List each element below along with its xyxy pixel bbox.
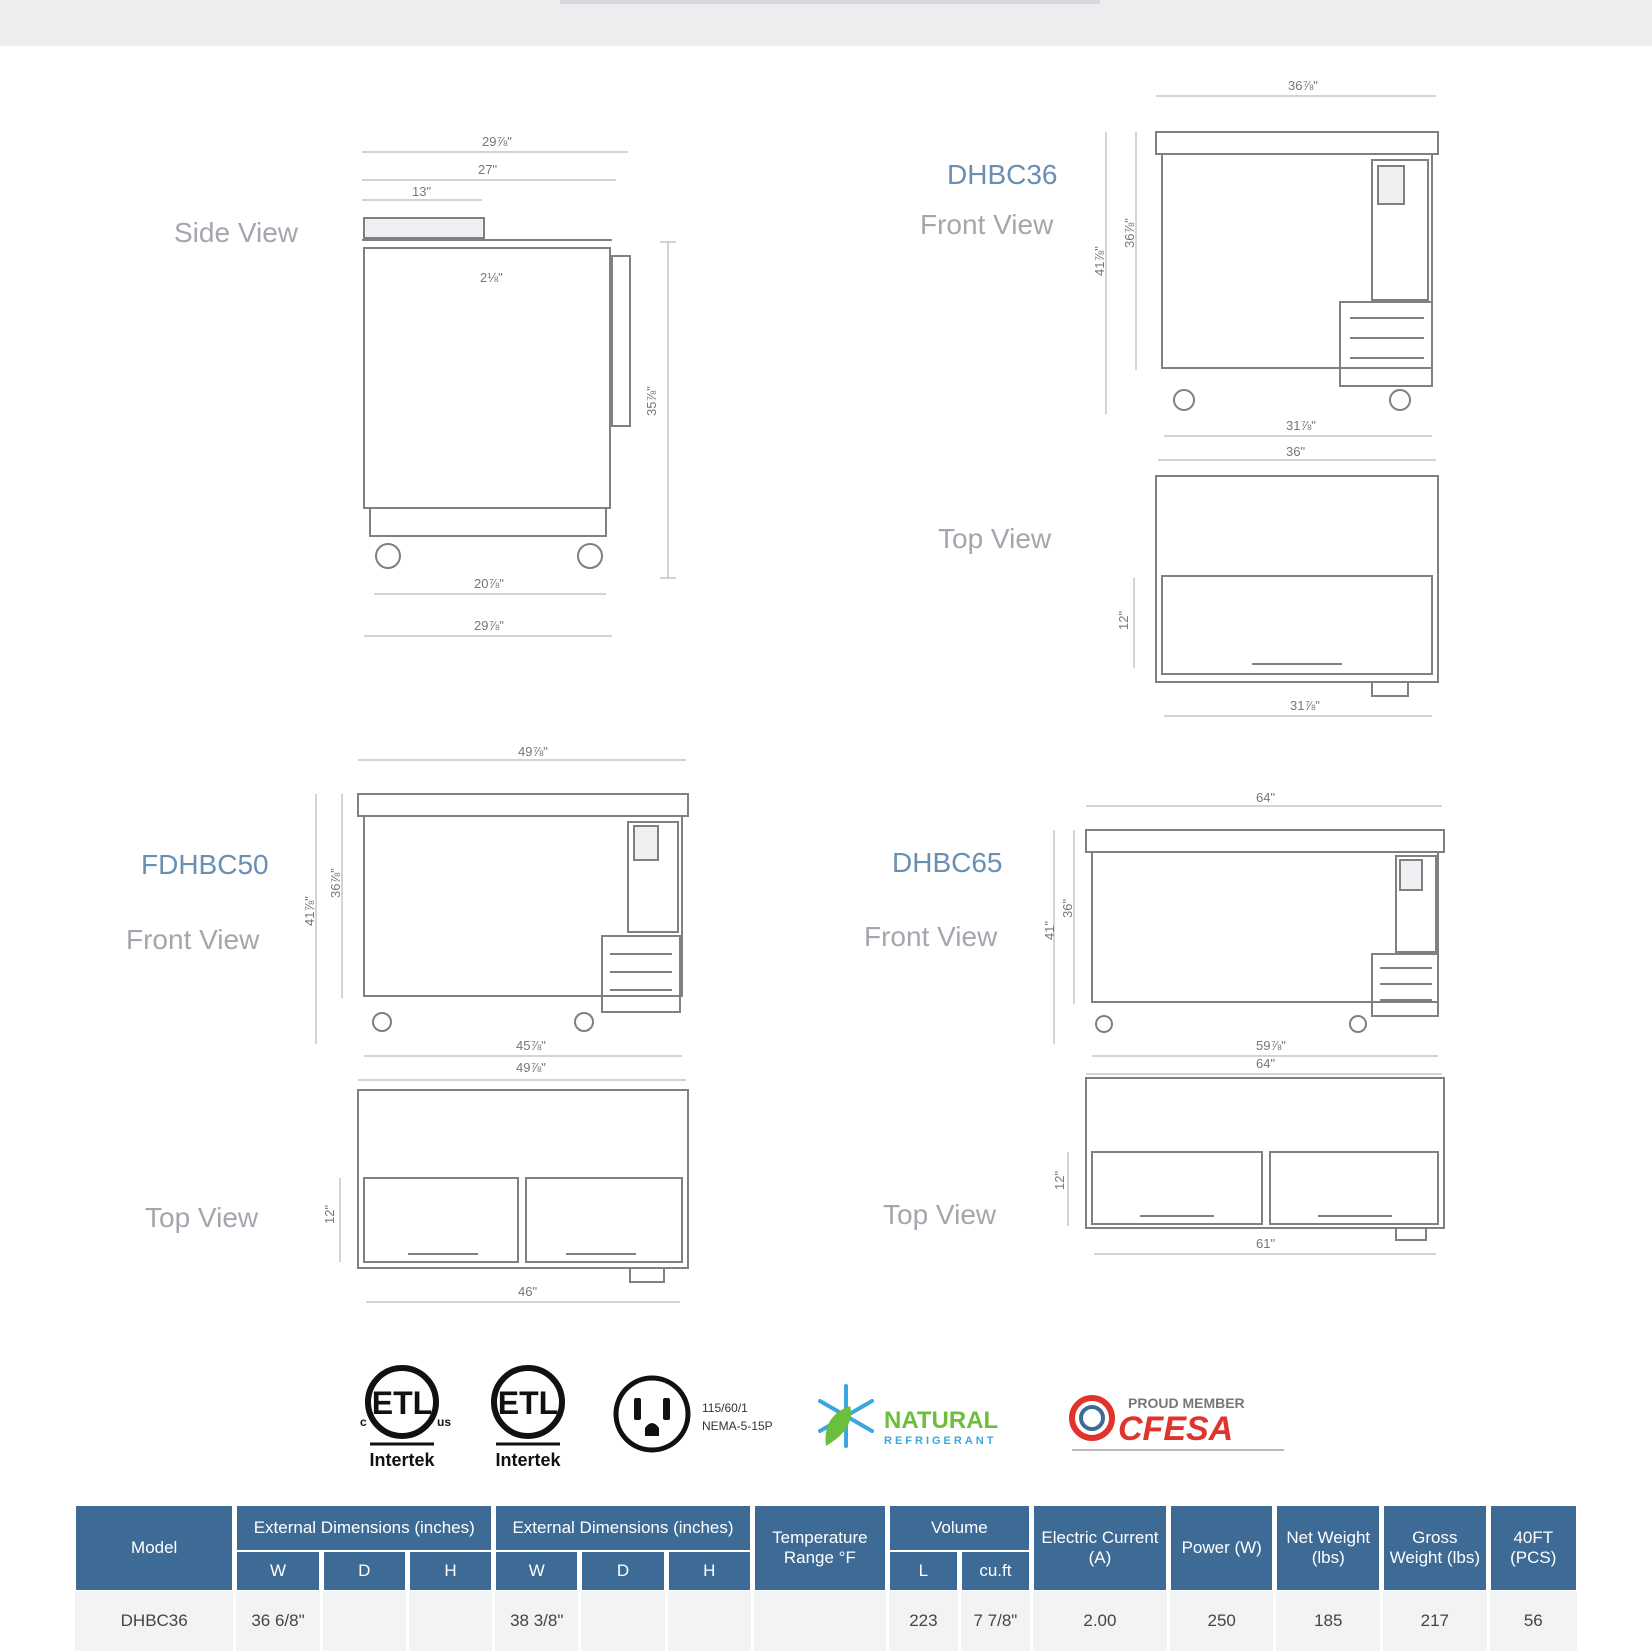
- svg-text:41⅞": 41⅞": [1092, 246, 1107, 276]
- svg-text:64": 64": [1256, 1056, 1276, 1071]
- natural-line2: REFRIGERANT: [884, 1435, 997, 1447]
- col-vol-l: L: [889, 1551, 958, 1591]
- svg-text:29⅞": 29⅞": [482, 134, 512, 149]
- cfesa-name: CFESA: [1118, 1410, 1234, 1448]
- col-net-weight: Net Weight (lbs): [1276, 1505, 1380, 1591]
- svg-text:20⅞": 20⅞": [474, 576, 504, 591]
- natural-line1: NATURAL: [884, 1407, 999, 1434]
- svg-text:61": 61": [1256, 1236, 1276, 1251]
- fdhbc50-top-drawing: [322, 1090, 688, 1302]
- cell-pkg-h: [668, 1591, 751, 1651]
- cell-vol-cuft: 7 7/8": [961, 1591, 1030, 1651]
- col-temperature: Temperature Range °F: [754, 1505, 886, 1591]
- etl-left-brand: Intertek: [369, 1450, 435, 1470]
- dhbc36-top-label: Top View: [938, 523, 1052, 554]
- col-w1: W: [236, 1551, 319, 1591]
- col-container: 40FT (PCS): [1490, 1505, 1577, 1591]
- col-model: Model: [75, 1505, 233, 1591]
- svg-text:31⅞": 31⅞": [1286, 418, 1316, 433]
- col-gross-weight: Gross Weight (lbs): [1383, 1505, 1487, 1591]
- svg-text:64": 64": [1256, 790, 1276, 805]
- col-volume: Volume: [889, 1505, 1030, 1551]
- etl-left-c: c: [360, 1415, 367, 1429]
- dhbc65-top-drawing: [1052, 1078, 1444, 1254]
- svg-text:59⅞": 59⅞": [1256, 1038, 1286, 1053]
- svg-text:49⅞": 49⅞": [516, 1060, 546, 1075]
- dhbc36-front-drawing: [1092, 78, 1438, 460]
- cell-gross-weight: 217: [1383, 1591, 1487, 1651]
- svg-text:41": 41": [1042, 920, 1057, 940]
- cell-pkg-w: 38 3/8": [495, 1591, 578, 1651]
- etl-listed-logo-left: [360, 1368, 451, 1470]
- svg-text:35⅞": 35⅞": [644, 386, 659, 416]
- col-vol-cuft: cu.ft: [961, 1551, 1030, 1591]
- svg-text:12": 12": [322, 1204, 337, 1224]
- svg-text:36": 36": [1286, 444, 1306, 459]
- cfesa-member-logo: [1072, 1395, 1284, 1450]
- svg-text:41⅞": 41⅞": [302, 896, 317, 926]
- svg-text:45⅞": 45⅞": [516, 1038, 546, 1053]
- cell-ext-h: [409, 1591, 492, 1651]
- dhbc65-top-label: Top View: [883, 1199, 997, 1230]
- cell-model: DHBC36: [75, 1591, 233, 1651]
- table-row: [75, 1591, 1577, 1651]
- plug-rating: 115/60/1: [702, 1401, 748, 1415]
- natural-refrigerant-logo: [820, 1386, 998, 1447]
- fdhbc50-top-label: Top View: [145, 1202, 259, 1233]
- nema-plug-icon: [616, 1378, 773, 1450]
- svg-text:2⅛": 2⅛": [480, 270, 503, 285]
- cell-temp: [754, 1591, 886, 1651]
- fdhbc50-front-drawing: [302, 744, 688, 1080]
- etl-left-mark: ETL: [371, 1385, 433, 1421]
- cell-ext-d: [323, 1591, 406, 1651]
- col-external-dims-1: External Dimensions (inches): [236, 1505, 492, 1551]
- plug-type: NEMA-5-15P: [702, 1419, 773, 1433]
- dhbc65-model-label: DHBC65: [892, 847, 1003, 878]
- side-view-drawing: [362, 134, 676, 636]
- svg-text:36⅞": 36⅞": [328, 868, 343, 898]
- etl-right-mark: ETL: [497, 1385, 559, 1421]
- dhbc36-top-drawing: [1116, 476, 1438, 716]
- cell-net-weight: 185: [1276, 1591, 1380, 1651]
- col-external-dims-2: External Dimensions (inches): [495, 1505, 751, 1551]
- svg-text:13": 13": [412, 184, 432, 199]
- cfesa-top-text: PROUD MEMBER: [1128, 1395, 1245, 1411]
- col-power: Power (W): [1170, 1505, 1274, 1591]
- svg-text:29⅞": 29⅞": [474, 618, 504, 633]
- col-d1: D: [323, 1551, 406, 1591]
- cell-current: 2.00: [1033, 1591, 1167, 1651]
- dhbc36-model-label: DHBC36: [947, 159, 1058, 190]
- svg-text:49⅞": 49⅞": [518, 744, 548, 759]
- etl-left-us: us: [437, 1415, 452, 1429]
- cell-pcs: 56: [1490, 1591, 1577, 1651]
- col-w2: W: [495, 1551, 578, 1591]
- cell-vol-l: 223: [889, 1591, 958, 1651]
- cell-ext-w: 36 6/8": [236, 1591, 319, 1651]
- svg-text:36": 36": [1060, 898, 1075, 918]
- dhbc36-front-label: Front View: [920, 209, 1054, 240]
- svg-text:12": 12": [1116, 610, 1131, 630]
- col-h1: H: [409, 1551, 492, 1591]
- dhbc65-front-label: Front View: [864, 921, 998, 952]
- svg-text:36⅞": 36⅞": [1288, 78, 1318, 93]
- svg-text:27": 27": [478, 162, 498, 177]
- fdhbc50-front-label: Front View: [126, 924, 260, 955]
- svg-text:31⅞": 31⅞": [1290, 698, 1320, 713]
- dhbc65-front-drawing: [1042, 790, 1444, 1074]
- etl-right-brand: Intertek: [495, 1450, 561, 1470]
- fdhbc50-model-label: FDHBC50: [141, 849, 269, 880]
- spec-table: [72, 1505, 1580, 1651]
- col-h2: H: [668, 1551, 751, 1591]
- cell-pkg-d: [581, 1591, 664, 1651]
- svg-text:36⅞": 36⅞": [1122, 218, 1137, 248]
- certification-logos: [0, 1350, 1652, 1480]
- col-d2: D: [581, 1551, 664, 1591]
- side-view-label: Side View: [174, 217, 299, 248]
- etl-listed-logo-right: [494, 1368, 562, 1470]
- svg-text:12": 12": [1052, 1170, 1067, 1190]
- cell-power: 250: [1170, 1591, 1274, 1651]
- svg-text:46": 46": [518, 1284, 538, 1299]
- col-current: Electric Current (A): [1033, 1505, 1167, 1591]
